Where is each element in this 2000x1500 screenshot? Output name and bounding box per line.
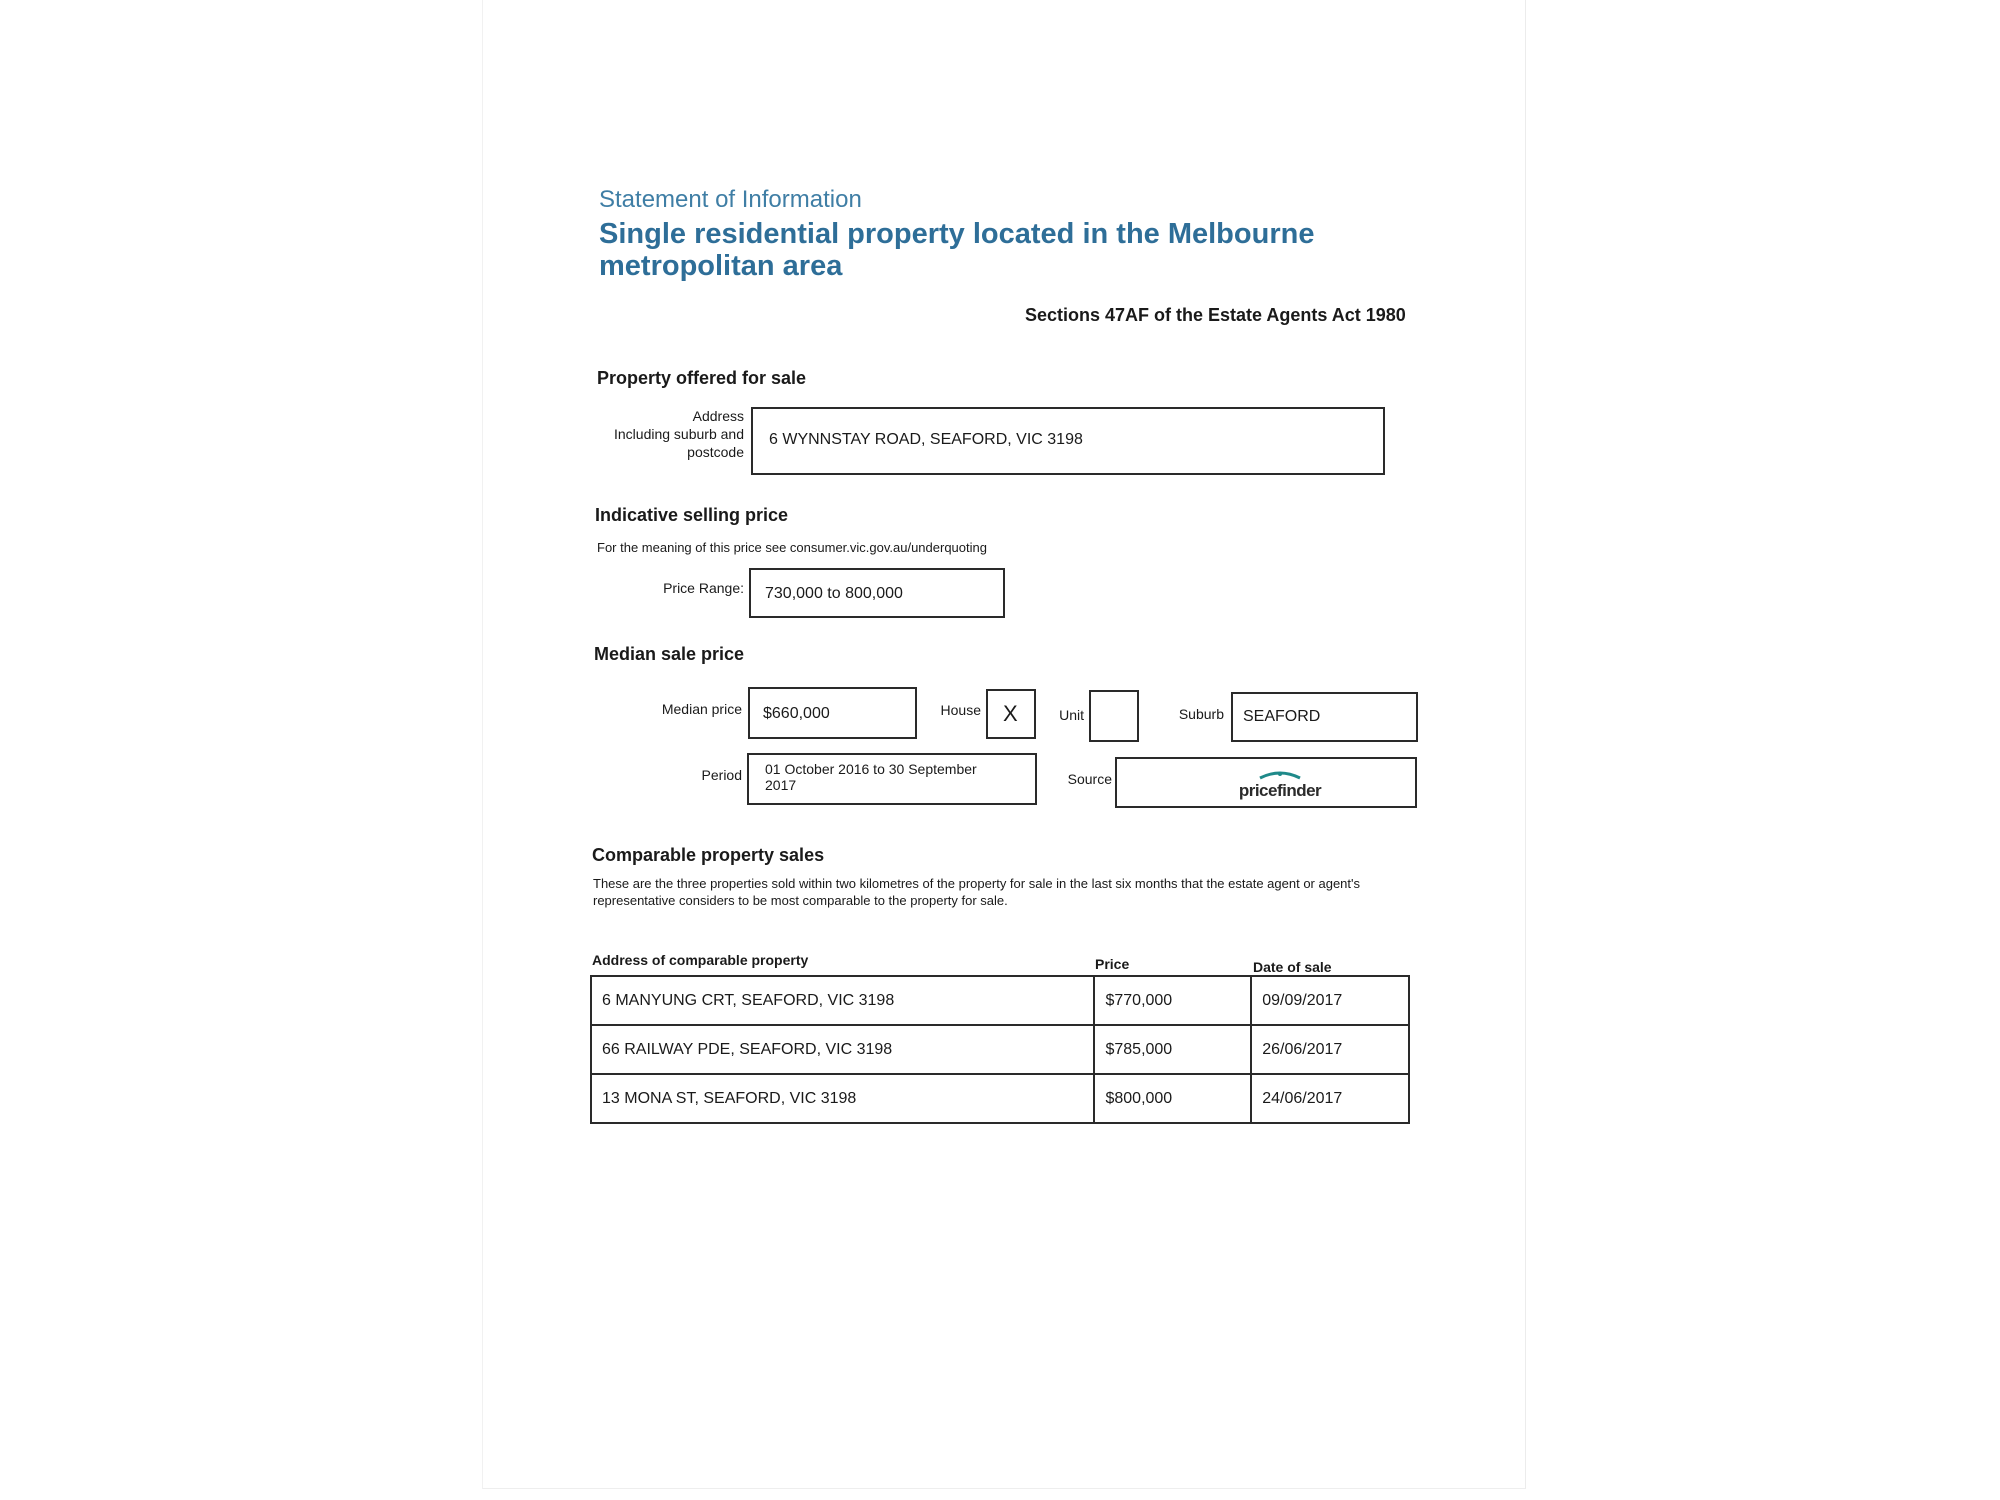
- property-for-sale-heading: Property offered for sale: [597, 368, 807, 388]
- comparables-description: These are the three properties sold within two kilometres of the property for sale in the last six months that the estate agent or agent's representative considers to be most comparable to the property for sale.: [593, 876, 1360, 908]
- comparable-price: $770,000: [1094, 976, 1251, 1025]
- pricefinder-logo-text: pricefinder: [1238, 781, 1322, 800]
- period-label: Period: [701, 767, 742, 783]
- pricefinder-logo: [1220, 768, 1340, 802]
- comparables-heading: Comparable property sales: [592, 845, 825, 865]
- median-price-label: Median price: [661, 701, 742, 717]
- comparable-address: 66 RAILWAY PDE, SEAFORD, VIC 3198: [591, 1025, 1094, 1074]
- table-row: [591, 976, 1409, 1025]
- price-range-label: Price Range:: [663, 580, 744, 596]
- comparable-date: 09/09/2017: [1251, 976, 1409, 1025]
- comparables-table: [590, 975, 1410, 1124]
- comparable-date: 26/06/2017: [1251, 1025, 1409, 1074]
- document-title: Single residential property located in the Melbourne metropolitan area: [599, 218, 1315, 282]
- house-checkbox-mark: X: [1003, 701, 1018, 726]
- unit-checkbox: [1089, 690, 1139, 742]
- underquoting-note: For the meaning of this price see consumer.vic.gov.au/underquoting: [597, 540, 987, 555]
- act-reference: Sections 47AF of the Estate Agents Act 1980: [1025, 305, 1406, 325]
- house-label: House: [940, 702, 981, 718]
- median-price-value: $660,000: [763, 705, 830, 722]
- median-price-box: [748, 687, 917, 739]
- comparable-price: $785,000: [1094, 1025, 1251, 1074]
- price-range-value: 730,000 to 800,000: [765, 585, 903, 602]
- period-box: [747, 753, 1037, 805]
- comparable-address: 6 MANYUNG CRT, SEAFORD, VIC 3198: [591, 976, 1094, 1025]
- col-header-address: Address of comparable property: [592, 952, 809, 968]
- document-type-label: Statement of Information: [599, 186, 862, 213]
- indicative-price-heading: Indicative selling price: [595, 505, 789, 525]
- address-field-label: Address Including suburb and postcode: [614, 408, 744, 460]
- address-field-value: 6 WYNNSTAY ROAD, SEAFORD, VIC 3198: [769, 431, 1083, 448]
- address-field-box: [751, 407, 1385, 475]
- comparable-price: $800,000: [1094, 1074, 1251, 1123]
- table-row: [591, 1074, 1409, 1123]
- suburb-label: Suburb: [1178, 706, 1224, 722]
- comparable-address: 13 MONA ST, SEAFORD, VIC 3198: [591, 1074, 1094, 1123]
- period-value: 01 October 2016 to 30 September 2017: [765, 761, 977, 793]
- suburb-box: [1231, 692, 1418, 742]
- house-checkbox: [986, 689, 1036, 739]
- table-row: [591, 1025, 1409, 1074]
- price-range-box: [749, 568, 1005, 618]
- col-header-date: Date of sale: [1253, 959, 1332, 975]
- source-label: Source: [1067, 771, 1112, 787]
- median-price-heading: Median sale price: [594, 644, 745, 664]
- unit-label: Unit: [1059, 707, 1084, 723]
- comparable-date: 24/06/2017: [1251, 1074, 1409, 1123]
- col-header-price: Price: [1095, 956, 1130, 972]
- suburb-value: SEAFORD: [1243, 708, 1321, 725]
